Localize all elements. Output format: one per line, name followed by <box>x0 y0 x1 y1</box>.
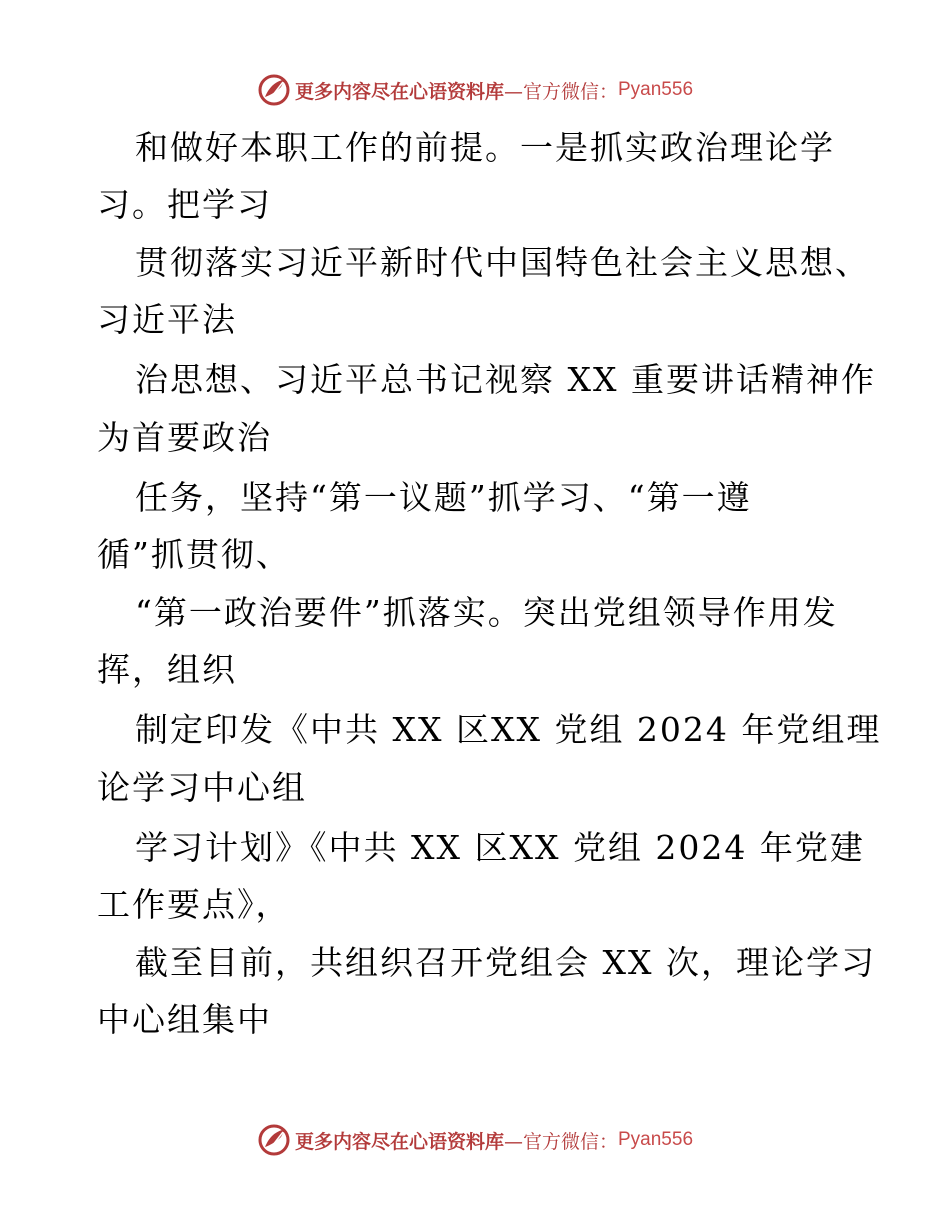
text-line: 任务，坚持“第一议题”抓学习、“第一遵 <box>135 478 752 517</box>
text-line: 工作要点》， <box>97 885 291 924</box>
text-line: 为首要政治 <box>97 418 272 457</box>
text-line: 循”抓贯彻、 <box>97 535 291 574</box>
text-line: 贯彻落实习近平新时代中国特色社会主义思想、 <box>135 243 870 282</box>
text-line: 和做好本职工作的前提。一是抓实政治理论学 <box>135 128 835 167</box>
footer-banner-text: 更多内容尽在心语资料库 <box>294 1130 504 1153</box>
footer-banner-separator: —官方微信： <box>503 1130 618 1153</box>
brand-logo-icon <box>257 1123 291 1157</box>
text-line: 习。把学习 <box>97 185 272 224</box>
header-wechat-id: Pyan556 <box>618 79 694 100</box>
footer-banner <box>0 1120 950 1160</box>
text-line: 论学习中心组 <box>97 768 307 807</box>
text-line: “第一政治要件”抓落实。突出党组领导作用发 <box>135 593 838 632</box>
header-banner <box>0 70 950 110</box>
text-line: 制定印发《中共 XX 区XX 党组 2024 年党组理 <box>135 710 882 749</box>
text-line: 挥，组织 <box>97 650 237 689</box>
footer-wechat-id: Pyan556 <box>618 1129 694 1150</box>
header-banner-separator: —官方微信： <box>503 80 618 103</box>
text-line: 学习计划》《中共 XX 区XX 党组 2024 年党建 <box>135 828 865 867</box>
text-line: 习近平法 <box>97 300 237 339</box>
brand-logo-icon <box>257 73 291 107</box>
text-line: 中心组集中 <box>97 1000 272 1039</box>
header-banner-text: 更多内容尽在心语资料库 <box>294 80 504 103</box>
text-line: 治思想、习近平总书记视察 XX 重要讲话精神作 <box>135 360 876 399</box>
text-line: 截至目前，共组织召开党组会 XX 次，理论学习 <box>135 943 876 982</box>
